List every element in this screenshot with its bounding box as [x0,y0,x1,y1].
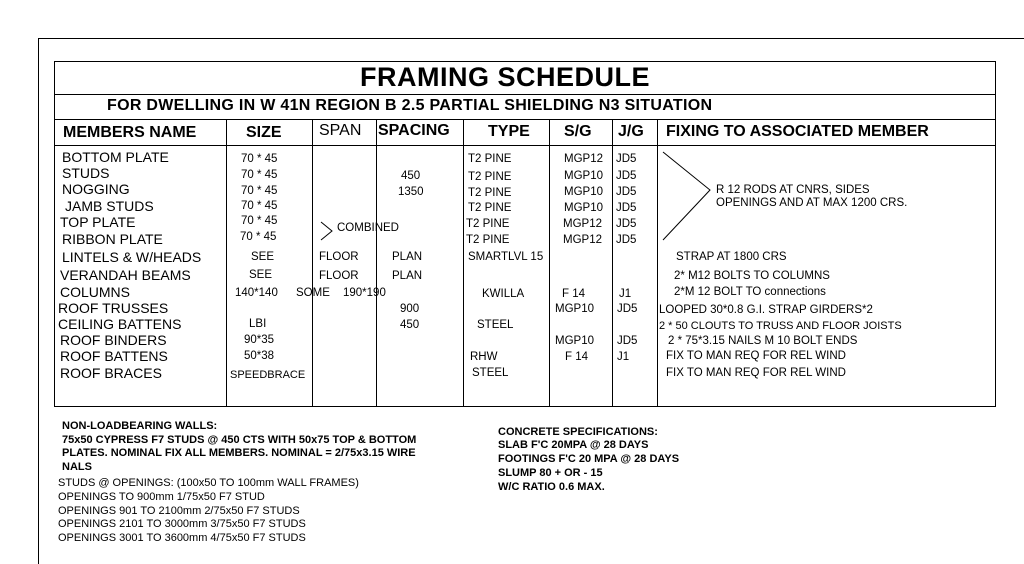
fixing-brace-icon [662,150,714,242]
subtitle-divider [54,119,996,120]
sg-cell: F 14 [565,351,589,363]
type-cell: T2 PINE [468,153,512,165]
member-name: BOTTOM PLATE [62,149,169,165]
type-cell: STEEL [472,367,509,379]
size-cell: 90*35 [244,334,275,346]
concrete-line: W/C RATIO 0.6 MAX. [498,481,605,493]
size-cell: 70 * 45 [241,215,278,227]
jg-cell: JD5 [617,335,638,347]
fixing-cell: FIX TO MAN REQ FOR REL WIND [666,350,846,362]
type-cell: T2 PINE [466,218,510,230]
member-name: RIBBON PLATE [62,231,163,247]
type-cell: STEEL [477,319,514,331]
page-subtitle: FOR DWELLING IN W 41N REGION B 2.5 PARTIAL SHIELDING N3 SITUATION [107,97,713,114]
member-name: ROOF TRUSSES [58,300,169,316]
type-cell: KWILLA [482,288,525,300]
span-cell: FLOOR [319,251,359,263]
type-cell: T2 PINE [466,234,510,246]
size-cell: LBI [249,318,267,330]
spacing-cell: PLAN [392,251,423,263]
sg-cell: F 14 [562,288,586,300]
spacing-cell: 900 [400,303,420,315]
member-name: ROOF BINDERS [60,332,167,348]
size-cell: SEE [251,251,275,263]
table-border-bottom [54,406,996,407]
sg-cell: MGP12 [563,218,602,230]
jg-cell: J1 [617,351,630,363]
concrete-heading: CONCRETE SPECIFICATIONS: [498,426,658,438]
col-divider [657,119,658,407]
fixing-cell: 2 * 75*3.15 NAILS M 10 BOLT ENDS [668,335,858,347]
concrete-line: FOOTINGS F'C 20 MPA @ 28 DAYS [498,453,680,465]
sg-cell: MGP12 [564,153,603,165]
size-cell: SEE [249,269,273,281]
sheet-border-left [38,38,39,564]
col-divider [463,119,464,407]
header-fixing: FIXING TO ASSOCIATED MEMBER [666,123,929,140]
rods-note: R 12 RODS AT CNRS, SIDES [716,184,870,196]
spacing-cell: 1350 [398,186,424,198]
member-name: ROOF BRACES [60,365,162,381]
nonload-heading: NON-LOADBEARING WALLS: [62,420,218,432]
col-divider [549,119,550,407]
openings-line: OPENINGS TO 900mm 1/75x50 F7 STUD [58,491,265,503]
jg-cell: JD5 [616,218,637,230]
fixing-cell: 2 * 50 CLOUTS TO TRUSS AND FLOOR JOISTS [659,320,902,332]
size-cell: 50*38 [244,350,275,362]
header-type: TYPE [488,123,530,140]
jg-cell: JD5 [616,186,637,198]
type-cell: RHW [470,351,498,363]
col-divider [312,119,313,407]
sg-cell: MGP10 [555,303,594,315]
span-cell: FLOOR [319,270,359,282]
col-divider [226,119,227,407]
spacing-cell: 190*190 [343,287,386,299]
type-cell: T2 PINE [468,171,512,183]
concrete-line: SLUMP 80 + OR - 15 [498,467,603,479]
member-name: JAMB STUDS [65,198,154,214]
member-name: VERANDAH BEAMS [60,267,191,283]
member-name: COLUMNS [60,284,131,300]
jg-cell: JD5 [616,202,637,214]
fixing-cell: FIX TO MAN REQ FOR REL WIND [666,367,846,379]
openings-line: OPENINGS 3001 TO 3600mm 4/75x50 F7 STUDS [58,532,306,544]
member-name: STUDS [62,165,110,181]
nonload-line: NALS [62,461,92,473]
nonload-line: 75x50 CYPRESS F7 STUDS @ 450 CTS WITH 50x75 TOP & BOTTOM [62,434,417,446]
col-divider [376,119,377,407]
page-title: FRAMING SCHEDULE [360,62,650,92]
table-border-right [995,61,996,407]
header-divider [54,145,996,146]
fixing-cell: STRAP AT 1800 CRS [676,251,787,263]
sg-cell: MGP10 [555,335,594,347]
fixing-cell: 2*M 12 BOLT TO connections [674,286,826,298]
type-cell: SMARTLVL 15 [468,251,544,263]
size-cell: 70 * 45 [241,169,278,181]
combined-label: COMBINED [337,222,399,234]
header-sg: S/G [564,123,592,140]
header-size: SIZE [246,124,282,141]
title-divider [54,94,996,95]
size-cell: 70 * 45 [241,153,278,165]
concrete-line: SLAB F'C 20MPA @ 28 DAYS [498,439,649,451]
size-cell: 70 * 45 [241,200,278,212]
openings-heading: STUDS @ OPENINGS: (100x50 TO 100mm WALL FRAMES) [58,477,359,489]
size-cell: SPEEDBRACE [230,369,306,381]
sg-cell: MGP10 [564,170,603,182]
combined-brace-icon [320,221,334,241]
spacing-cell: 450 [401,170,421,182]
openings-line: OPENINGS 2101 TO 3000mm 3/75x50 F7 STUDS [58,518,306,530]
jg-cell: JD5 [616,170,637,182]
header-spacing: SPACING [378,122,450,139]
table-border-left [54,61,55,407]
jg-cell: JD5 [617,303,638,315]
fixing-cell: 2* M12 BOLTS TO COLUMNS [674,270,830,282]
sheet-border-top [38,38,1024,39]
span-cell: SOME [296,287,330,299]
openings-line: OPENINGS 901 TO 2100mm 2/75x50 F7 STUDS [58,505,300,517]
member-name: LINTELS & W/HEADS [62,249,202,265]
sg-cell: MGP10 [564,186,603,198]
header-jg: J/G [618,123,644,140]
spacing-cell: PLAN [392,270,423,282]
jg-cell: JD5 [616,234,637,246]
header-members-name: MEMBERS NAME [63,124,197,141]
sg-cell: MGP10 [564,202,603,214]
jg-cell: J1 [619,288,632,300]
member-name: NOGGING [62,181,130,197]
member-name: ROOF BATTENS [60,348,168,364]
size-cell: 70 * 45 [240,231,277,243]
header-span: SPAN [319,122,362,139]
jg-cell: JD5 [616,153,637,165]
type-cell: T2 PINE [468,202,512,214]
member-name: TOP PLATE [60,214,136,230]
fixing-cell: LOOPED 30*0.8 G.I. STRAP GIRDERS*2 [659,304,873,316]
size-cell: 70 * 45 [241,185,278,197]
member-name: CEILING BATTENS [58,316,182,332]
rods-note: OPENINGS AND AT MAX 1200 CRS. [716,197,908,209]
size-cell: 140*140 [235,287,278,299]
spacing-cell: 450 [400,319,420,331]
nonload-line: PLATES. NOMINAL FIX ALL MEMBERS. NOMINAL = 2/75x3.15 WIRE [62,447,416,459]
sg-cell: MGP12 [563,234,602,246]
col-divider [612,119,613,407]
type-cell: T2 PINE [468,187,512,199]
